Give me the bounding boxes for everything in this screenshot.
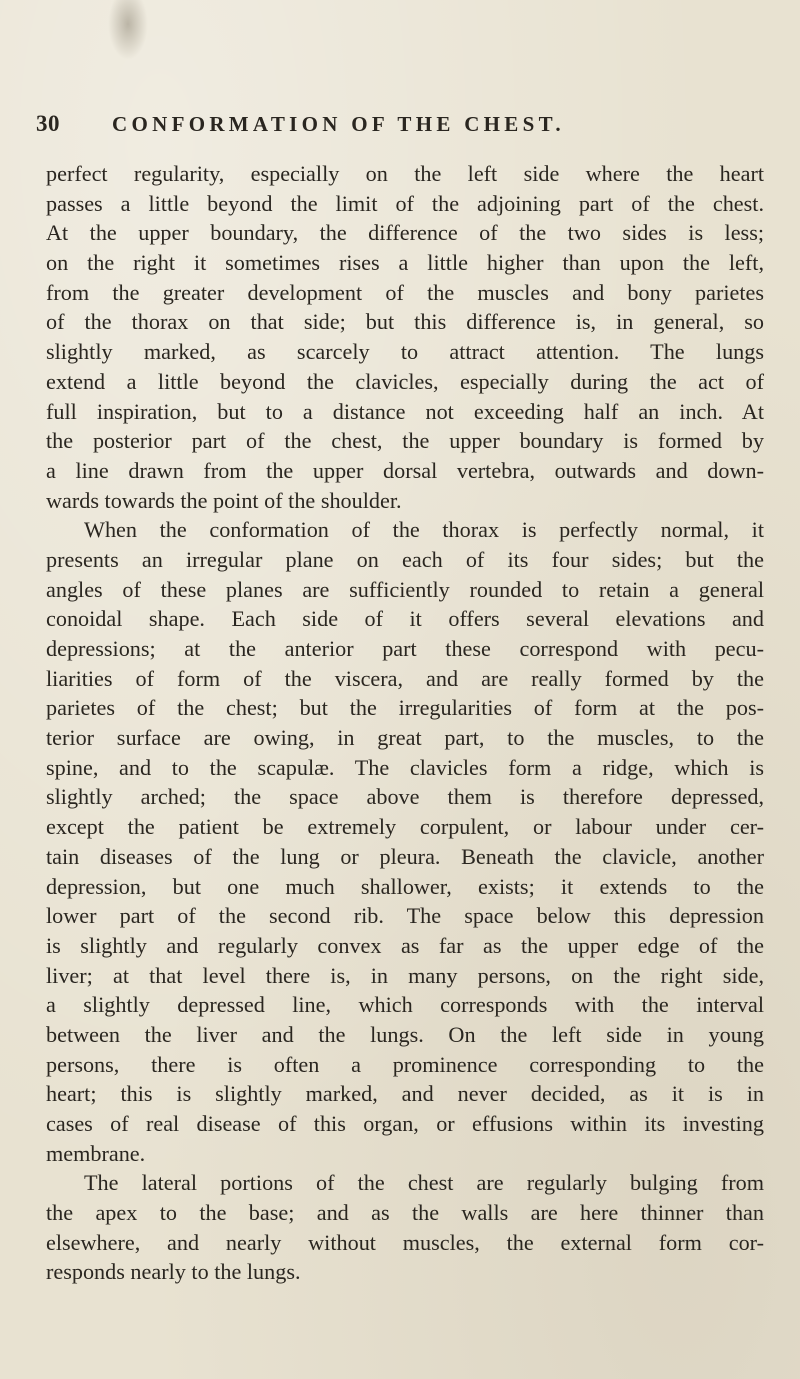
text-line: responds nearly to the lungs. — [46, 1259, 301, 1285]
text-line: depressions; at the anterior part these correspond with pecu- — [46, 636, 764, 661]
page-number: 30 — [36, 111, 60, 136]
text-line: on the right it sometimes rises a little higher than upon the left, — [46, 250, 764, 276]
text-line: When the conformation of the thorax is perfectly normal, it — [84, 517, 764, 543]
text-line: presents an irregular plane on each of its four sides; but the — [46, 546, 764, 572]
text-line: slightly arched; the space above them is therefore depressed, — [46, 784, 764, 810]
text-line: At the upper boundary, the difference of the two sides is less; — [46, 220, 764, 246]
running-title: CONFORMATION OF THE CHEST. — [112, 112, 565, 136]
text-line: full inspiration, but to a distance not exceeding half an inch. At — [46, 398, 764, 424]
text-line: of the thorax on that side; but this difference is, in general, so — [46, 309, 764, 335]
text-line: liver; at that level there is, in many persons, on the right side, — [46, 962, 764, 988]
text-line: parietes of the chest; but the irregularities of form at the pos- — [46, 695, 764, 721]
text-line: the apex to the base; and as the walls are here thinner than — [46, 1200, 764, 1226]
running-header — [36, 111, 776, 141]
text-line: spine, and to the scapulæ. The clavicles form a ridge, which is — [46, 754, 764, 780]
text-line: is slightly and regularly convex as far as the upper edge of the — [46, 932, 764, 958]
text-line: perfect regularity, especially on the left side where the heart — [46, 161, 764, 186]
text-line: cases of real disease of this organ, or effusions within its investing — [46, 1111, 764, 1136]
text-line: between the liver and the lungs. On the left side in young — [46, 1021, 764, 1047]
text-line: persons, there is often a prominence corresponding to the — [46, 1051, 764, 1077]
text-line: liarities of form of the viscera, and are really formed by the — [46, 665, 764, 691]
text-line: the posterior part of the chest, the upper boundary is formed by — [46, 428, 764, 454]
text-line: extend a little beyond the clavicles, especially during the act of — [46, 368, 764, 394]
text-line: from the greater development of the muscles and bony parietes — [46, 279, 764, 305]
text-line: slightly marked, as scarcely to attract attention. The lungs — [46, 339, 764, 365]
text-line: a slightly depressed line, which corresponds with the interval — [46, 992, 764, 1018]
text-line: depression, but one much shallower, exists; it extends to the — [46, 873, 764, 899]
text-line: tain diseases of the lung or pleura. Beneath the clavicle, another — [46, 843, 764, 869]
text-line: a line drawn from the upper dorsal vertebra, outwards and down- — [46, 457, 764, 483]
ink-smudge — [108, 0, 148, 60]
text-line: heart; this is slightly marked, and never decided, as it is in — [46, 1081, 764, 1107]
text-line: elsewhere, and nearly without muscles, the external form cor- — [46, 1229, 764, 1255]
body-text — [46, 159, 764, 1287]
text-line: lower part of the second rib. The space below this depression — [46, 903, 764, 929]
text-line: The lateral portions of the chest are regularly bulging from — [84, 1170, 764, 1196]
text-line: passes a little beyond the limit of the adjoining part of the chest. — [46, 190, 764, 216]
text-line: terior surface are owing, in great part, to the muscles, to the — [46, 725, 764, 751]
text-line: except the patient be extremely corpulent, or labour under cer- — [46, 814, 764, 840]
text-line: membrane. — [46, 1140, 146, 1166]
text-line: wards towards the point of the shoulder. — [46, 487, 402, 513]
text-line: conoidal shape. Each side of it offers several elevations and — [46, 606, 764, 632]
text-line: angles of these planes are sufficiently rounded to retain a general — [46, 576, 764, 602]
